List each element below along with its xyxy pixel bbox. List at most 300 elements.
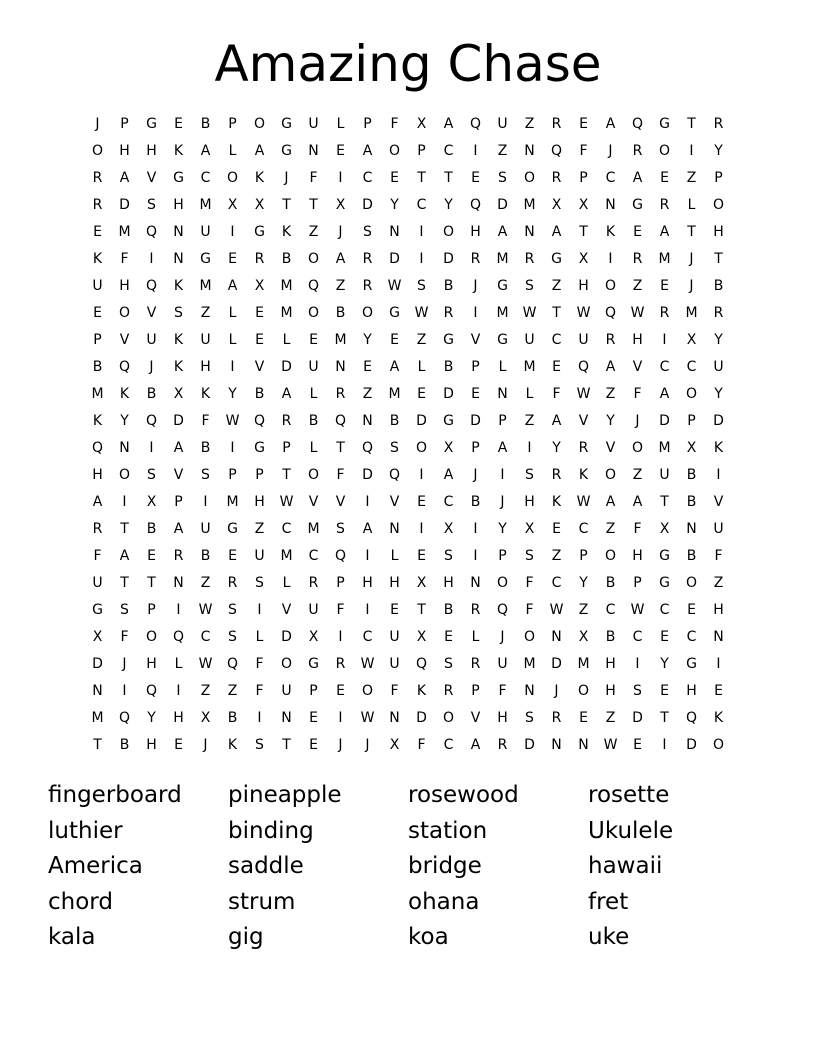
grid-letter: A [551, 224, 562, 240]
grid-letter: H [254, 494, 265, 510]
grid-letter: H [497, 710, 508, 726]
word-list [48, 778, 768, 956]
grid-letter: M [577, 656, 590, 672]
grid-letter: U [713, 359, 724, 375]
grid-letter: C [659, 602, 670, 618]
grid-letter: U [389, 656, 400, 672]
grid-letter: E [552, 521, 561, 537]
grid-letter: T [417, 170, 426, 186]
grid-letter: A [362, 143, 373, 159]
grid-letter: E [579, 116, 588, 132]
grid-letter: Z [335, 278, 346, 294]
grid-letter: I [473, 143, 478, 159]
grid-row [84, 570, 732, 597]
grid-letter: A [470, 737, 481, 753]
grid-letter: Q [496, 602, 509, 618]
grid-letter: H [578, 278, 589, 294]
grid-letter: F [336, 467, 345, 483]
word-list-item: chord [48, 888, 113, 915]
grid-letter: T [93, 737, 102, 753]
grid-letter: B [605, 629, 616, 645]
grid-letter: Q [307, 278, 320, 294]
grid-letter: U [524, 332, 535, 348]
grid-letter: B [335, 305, 346, 321]
grid-letter: Z [200, 305, 211, 321]
grid-letter: F [120, 629, 129, 645]
grid-row [84, 489, 732, 516]
grid-letter: J [95, 116, 100, 132]
grid-letter: N [173, 251, 184, 267]
grid-letter: C [362, 629, 373, 645]
grid-letter: A [119, 548, 130, 564]
grid-letter: J [554, 683, 559, 699]
grid-letter: O [712, 737, 725, 753]
grid-letter: I [419, 251, 424, 267]
grid-letter: I [230, 440, 235, 456]
grid-letter: T [336, 440, 345, 456]
grid-letter: O [307, 251, 320, 267]
grid-letter: T [660, 494, 669, 510]
grid-letter: H [605, 656, 616, 672]
grid-letter: R [362, 278, 373, 294]
grid-letter: Q [334, 413, 347, 429]
grid-letter: G [551, 251, 562, 267]
grid-letter: O [685, 386, 698, 402]
grid-letter: C [551, 332, 562, 348]
grid-letter: T [444, 170, 453, 186]
grid-letter: U [497, 656, 508, 672]
grid-letter: W [198, 602, 213, 618]
grid-letter: A [497, 440, 508, 456]
grid-letter: Z [362, 386, 373, 402]
grid-letter: H [146, 143, 157, 159]
grid-letter: Y [660, 656, 669, 672]
grid-letter: T [687, 224, 696, 240]
letter-grid [84, 111, 732, 759]
grid-letter: L [417, 359, 426, 375]
grid-letter: R [713, 305, 724, 321]
grid-letter: S [336, 521, 345, 537]
grid-letter: K [227, 737, 238, 753]
grid-letter: E [309, 737, 318, 753]
grid-letter: J [608, 143, 613, 159]
grid-letter: N [551, 629, 562, 645]
grid-letter: G [254, 440, 265, 456]
grid-letter: P [579, 548, 588, 564]
grid-letter: Z [416, 332, 427, 348]
grid-letter: V [254, 359, 265, 375]
grid-letter: B [200, 548, 211, 564]
grid-letter: G [389, 305, 400, 321]
grid-letter: R [443, 305, 454, 321]
grid-letter: P [147, 602, 156, 618]
grid-letter: U [497, 116, 508, 132]
grid-letter: R [335, 656, 346, 672]
grid-letter: I [365, 548, 370, 564]
grid-letter: V [578, 413, 589, 429]
grid-letter: U [92, 575, 103, 591]
grid-letter: D [173, 413, 184, 429]
grid-letter: I [257, 710, 262, 726]
grid-letter: P [363, 116, 372, 132]
grid-letter: P [498, 413, 507, 429]
grid-letter: W [225, 413, 240, 429]
grid-letter: E [633, 224, 642, 240]
grid-letter: X [659, 521, 670, 537]
grid-letter: B [443, 602, 454, 618]
grid-letter: W [603, 737, 618, 753]
grid-letter: A [92, 494, 103, 510]
grid-letter: O [604, 467, 617, 483]
grid-letter: H [605, 683, 616, 699]
grid-letter: E [660, 278, 669, 294]
grid-letter: I [338, 629, 343, 645]
grid-row [84, 273, 732, 300]
grid-letter: M [334, 332, 347, 348]
grid-letter: Z [713, 575, 724, 591]
grid-row [84, 192, 732, 219]
grid-letter: G [227, 521, 238, 537]
grid-letter: X [578, 197, 589, 213]
grid-letter: E [309, 332, 318, 348]
grid-letter: Q [415, 656, 428, 672]
word-list-item: strum [228, 888, 296, 915]
grid-letter: U [200, 224, 211, 240]
grid-letter: L [282, 332, 291, 348]
grid-letter: F [633, 521, 642, 537]
grid-letter: B [443, 278, 454, 294]
grid-letter: O [712, 197, 725, 213]
grid-letter: E [390, 602, 399, 618]
grid-letter: X [200, 710, 211, 726]
grid-letter: K [578, 467, 589, 483]
grid-letter: G [173, 170, 184, 186]
grid-letter: P [417, 143, 426, 159]
grid-letter: I [122, 494, 127, 510]
grid-letter: G [632, 197, 643, 213]
grid-letter: S [525, 467, 534, 483]
grid-letter: P [687, 413, 696, 429]
grid-letter: R [470, 656, 481, 672]
grid-letter: W [360, 710, 375, 726]
grid-letter: Q [604, 305, 617, 321]
grid-letter: F [525, 602, 534, 618]
grid-letter: X [443, 440, 454, 456]
grid-letter: J [473, 467, 478, 483]
grid-letter: W [522, 305, 537, 321]
grid-letter: X [389, 737, 400, 753]
grid-letter: I [473, 548, 478, 564]
grid-letter: C [308, 548, 319, 564]
grid-letter: R [308, 575, 319, 591]
grid-letter: W [198, 656, 213, 672]
grid-letter: G [92, 602, 103, 618]
grid-letter: P [471, 359, 480, 375]
grid-letter: B [254, 386, 265, 402]
grid-row [84, 435, 732, 462]
grid-letter: E [390, 170, 399, 186]
grid-letter: W [279, 494, 294, 510]
grid-letter: F [255, 656, 264, 672]
grid-letter: H [173, 710, 184, 726]
grid-letter: J [689, 251, 694, 267]
grid-letter: C [416, 197, 427, 213]
grid-letter: P [471, 683, 480, 699]
grid-letter: Q [145, 224, 158, 240]
grid-letter: Y [714, 332, 723, 348]
grid-letter: Z [605, 710, 616, 726]
grid-letter: A [119, 170, 130, 186]
grid-letter: S [147, 197, 156, 213]
grid-letter: O [577, 683, 590, 699]
grid-letter: I [419, 521, 424, 537]
grid-letter: Z [605, 521, 616, 537]
grid-letter: L [228, 143, 237, 159]
grid-letter: U [713, 521, 724, 537]
grid-row [84, 354, 732, 381]
word-list-item: fret [588, 888, 629, 915]
grid-letter: K [200, 386, 211, 402]
grid-letter: J [500, 494, 505, 510]
grid-row [84, 651, 732, 678]
grid-letter: B [713, 278, 724, 294]
grid-letter: O [307, 467, 320, 483]
grid-letter: A [254, 143, 265, 159]
grid-letter: D [497, 197, 508, 213]
grid-letter: V [119, 332, 130, 348]
grid-letter: J [635, 413, 640, 429]
grid-letter: A [605, 494, 616, 510]
grid-letter: A [281, 386, 292, 402]
grid-letter: U [308, 116, 319, 132]
grid-letter: G [686, 656, 697, 672]
grid-letter: M [280, 278, 293, 294]
grid-letter: J [203, 737, 208, 753]
grid-letter: F [93, 548, 102, 564]
grid-letter: E [390, 332, 399, 348]
grid-letter: Z [578, 602, 589, 618]
grid-letter: Z [605, 386, 616, 402]
grid-letter: E [93, 224, 102, 240]
grid-letter: T [687, 116, 696, 132]
grid-letter: A [173, 521, 184, 537]
grid-letter: X [578, 251, 589, 267]
grid-letter: D [416, 413, 427, 429]
grid-letter: O [685, 575, 698, 591]
grid-letter: Q [91, 440, 104, 456]
grid-letter: T [714, 251, 723, 267]
grid-letter: U [281, 683, 292, 699]
grid-letter: N [362, 413, 373, 429]
grid-letter: Q [361, 440, 374, 456]
grid-row [84, 111, 732, 138]
grid-letter: A [200, 143, 211, 159]
grid-letter: L [228, 305, 237, 321]
grid-letter: Z [551, 548, 562, 564]
grid-letter: P [336, 575, 345, 591]
grid-letter: X [524, 521, 535, 537]
grid-letter: A [173, 440, 184, 456]
grid-letter: T [120, 521, 129, 537]
grid-letter: X [335, 197, 346, 213]
grid-letter: V [470, 710, 481, 726]
grid-letter: O [658, 143, 671, 159]
grid-letter: N [686, 521, 697, 537]
grid-letter: E [687, 602, 696, 618]
word-list-item: gig [228, 924, 264, 950]
grid-letter: R [443, 683, 454, 699]
grid-letter: S [147, 467, 156, 483]
grid-letter: C [200, 629, 211, 645]
grid-letter: O [442, 710, 455, 726]
grid-letter: B [686, 548, 697, 564]
grid-row [84, 732, 732, 759]
grid-letter: K [173, 332, 184, 348]
grid-letter: N [578, 737, 589, 753]
grid-letter: O [145, 629, 158, 645]
grid-letter: E [309, 710, 318, 726]
grid-letter: Y [714, 386, 723, 402]
grid-letter: R [470, 602, 481, 618]
grid-letter: D [713, 413, 724, 429]
grid-letter: M [658, 251, 671, 267]
grid-letter: N [551, 737, 562, 753]
grid-letter: T [579, 224, 588, 240]
grid-letter: T [660, 710, 669, 726]
grid-letter: F [633, 386, 642, 402]
grid-letter: J [689, 278, 694, 294]
grid-letter: X [443, 521, 454, 537]
grid-letter: I [176, 683, 181, 699]
grid-letter: H [119, 143, 130, 159]
grid-letter: U [146, 332, 157, 348]
grid-letter: R [335, 386, 346, 402]
grid-letter: O [280, 656, 293, 672]
grid-letter: F [255, 683, 264, 699]
word-list-item: kala [48, 924, 96, 950]
grid-letter: K [92, 251, 103, 267]
grid-letter: N [389, 710, 400, 726]
grid-letter: B [119, 737, 130, 753]
grid-letter: X [308, 629, 319, 645]
grid-letter: P [309, 683, 318, 699]
grid-letter: O [91, 143, 104, 159]
grid-letter: D [443, 251, 454, 267]
grid-letter: G [497, 332, 508, 348]
grid-letter: D [524, 737, 535, 753]
grid-letter: Z [632, 278, 643, 294]
grid-letter: H [173, 197, 184, 213]
grid-row [84, 381, 732, 408]
grid-letter: Y [552, 440, 561, 456]
grid-letter: O [226, 170, 239, 186]
grid-row [84, 408, 732, 435]
grid-letter: I [122, 683, 127, 699]
grid-letter: A [632, 494, 643, 510]
grid-letter: N [119, 440, 130, 456]
grid-letter: R [362, 251, 373, 267]
word-list-item: luthier [48, 817, 123, 844]
grid-letter: P [255, 467, 264, 483]
grid-letter: O [307, 305, 320, 321]
grid-letter: H [146, 737, 157, 753]
grid-letter: O [361, 305, 374, 321]
grid-letter: E [417, 494, 426, 510]
grid-letter: R [605, 332, 616, 348]
grid-letter: S [255, 575, 264, 591]
grid-letter: V [389, 494, 400, 510]
grid-letter: Y [390, 197, 399, 213]
grid-letter: F [390, 116, 399, 132]
grid-letter: H [713, 224, 724, 240]
grid-letter: Z [227, 683, 238, 699]
grid-letter: E [714, 683, 723, 699]
grid-letter: N [389, 224, 400, 240]
grid-letter: J [473, 278, 478, 294]
grid-letter: P [498, 548, 507, 564]
grid-letter: N [281, 710, 292, 726]
grid-row [84, 138, 732, 165]
grid-letter: R [92, 170, 103, 186]
grid-letter: M [199, 197, 212, 213]
grid-letter: O [604, 548, 617, 564]
grid-letter: Q [469, 116, 482, 132]
grid-letter: P [282, 440, 291, 456]
grid-letter: A [659, 224, 670, 240]
grid-letter: L [336, 116, 345, 132]
grid-letter: R [551, 467, 562, 483]
grid-row [84, 300, 732, 327]
grid-letter: H [524, 494, 535, 510]
grid-letter: L [687, 197, 696, 213]
grid-letter: N [335, 359, 346, 375]
grid-letter: B [146, 386, 157, 402]
grid-letter: M [496, 251, 509, 267]
grid-letter: Y [363, 332, 372, 348]
grid-letter: D [416, 710, 427, 726]
grid-letter: O [118, 305, 131, 321]
grid-letter: M [91, 386, 104, 402]
grid-letter: G [308, 656, 319, 672]
grid-letter: F [525, 575, 534, 591]
grid-letter: D [659, 413, 670, 429]
word-list-item: uke [588, 924, 630, 950]
grid-letter: Q [226, 656, 239, 672]
grid-letter: V [146, 305, 157, 321]
grid-letter: R [632, 251, 643, 267]
grid-letter: Q [388, 467, 401, 483]
grid-letter: T [282, 197, 291, 213]
grid-letter: K [551, 494, 562, 510]
grid-letter: P [174, 494, 183, 510]
grid-letter: B [443, 359, 454, 375]
grid-letter: I [365, 494, 370, 510]
grid-letter: X [551, 197, 562, 213]
grid-letter: S [228, 629, 237, 645]
grid-letter: B [200, 440, 211, 456]
grid-letter: S [525, 548, 534, 564]
grid-letter: M [685, 305, 698, 321]
grid-letter: D [470, 413, 481, 429]
grid-letter: V [281, 602, 292, 618]
grid-letter: B [470, 494, 481, 510]
grid-letter: B [200, 116, 211, 132]
grid-letter: Z [524, 116, 535, 132]
grid-letter: I [230, 359, 235, 375]
grid-letter: C [443, 494, 454, 510]
grid-letter: E [579, 710, 588, 726]
grid-letter: P [714, 170, 723, 186]
